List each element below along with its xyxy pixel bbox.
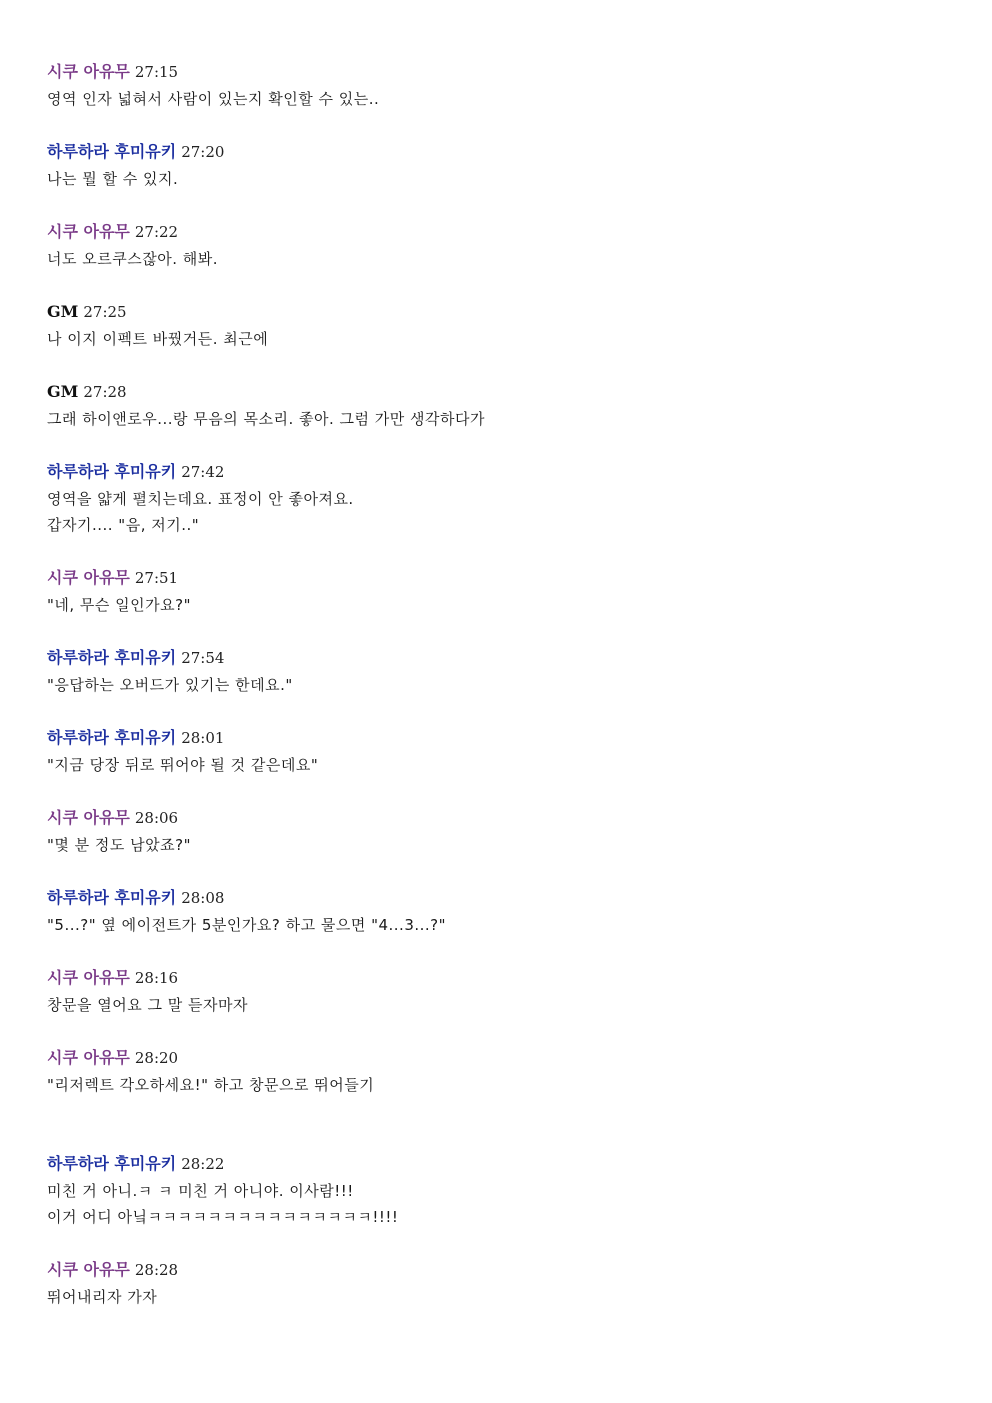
chat-message xyxy=(47,1150,947,1230)
chat-message xyxy=(47,218,947,272)
message-text: 미친 거 아니.ㅋ ㅋ 미친 거 아니야. 이사람!!! xyxy=(47,1182,354,1200)
message-header xyxy=(47,378,947,406)
timestamp: 28:22 xyxy=(181,1155,225,1173)
chat-message xyxy=(47,964,947,1018)
message-header xyxy=(47,298,947,326)
timestamp: 27:28 xyxy=(83,383,127,401)
timestamp: 28:06 xyxy=(134,809,179,827)
message-text: "몇 분 정도 남았죠?" xyxy=(47,836,191,854)
chat-message xyxy=(47,644,947,698)
message-header xyxy=(47,564,947,592)
speaker-name: 시쿠 아유무 xyxy=(47,968,130,987)
message-header xyxy=(47,964,947,992)
message-text: "네, 무슨 일인가요?" xyxy=(47,596,191,614)
message-text: 뛰어내리자 가자 xyxy=(47,1288,158,1306)
message-header xyxy=(47,218,947,246)
chat-message xyxy=(47,378,947,432)
chat-message xyxy=(47,298,947,352)
chat-message xyxy=(47,1044,947,1098)
message-header xyxy=(47,884,947,912)
message-header xyxy=(47,1256,947,1284)
message-text: 나 이지 이펙트 바꿨거든. 최근에 xyxy=(47,330,269,348)
message-text: "5...?" 옆 에이전트가 5분인가요? 하고 물으면 "4...3...?" xyxy=(47,916,447,934)
timestamp: 27:22 xyxy=(134,223,179,241)
chat-message xyxy=(47,138,947,192)
timestamp: 28:16 xyxy=(134,969,179,987)
message-header xyxy=(47,644,947,672)
timestamp: 28:28 xyxy=(134,1261,179,1279)
message-header xyxy=(47,138,947,166)
speaker-name: 하루하라 후미유키 xyxy=(47,648,177,667)
chat-message xyxy=(47,58,947,112)
chat-message xyxy=(47,724,947,778)
speaker-name: 시쿠 아유무 xyxy=(47,222,130,241)
speaker-name: 하루하라 후미유키 xyxy=(47,462,177,481)
message-header xyxy=(47,1044,947,1072)
speaker-name: 하루하라 후미유키 xyxy=(47,1154,177,1173)
message-header xyxy=(47,804,947,832)
message-header xyxy=(47,58,947,86)
message-text: "리저렉트 각오하세요!" 하고 창문으로 뛰어들기 xyxy=(47,1076,375,1094)
message-text: 영역을 얇게 펼치는데요. 표정이 안 좋아져요. xyxy=(47,490,354,508)
message-text: "지금 당장 뒤로 뛰어야 될 것 같은데요" xyxy=(47,756,319,774)
message-text: "응답하는 오버드가 있기는 한데요." xyxy=(47,676,293,694)
speaker-name: 하루하라 후미유키 xyxy=(47,142,177,161)
speaker-name: GM xyxy=(47,382,79,401)
message-text: 너도 오르쿠스잖아. 해봐. xyxy=(47,250,218,268)
chat-message xyxy=(47,804,947,858)
timestamp: 28:08 xyxy=(181,889,225,907)
chat-message xyxy=(47,564,947,618)
timestamp: 27:42 xyxy=(181,463,225,481)
message-text: 영역 인자 넓혀서 사람이 있는지 확인할 수 있는.. xyxy=(47,90,380,108)
timestamp: 27:20 xyxy=(181,143,225,161)
timestamp: 27:51 xyxy=(134,569,179,587)
timestamp: 27:15 xyxy=(134,63,179,81)
message-text: 나는 뭘 할 수 있지. xyxy=(47,170,179,188)
chat-message xyxy=(47,884,947,938)
message-text: 창문을 열어요 그 말 듣자마자 xyxy=(47,996,248,1014)
speaker-name: 시쿠 아유무 xyxy=(47,1048,130,1067)
speaker-name: 시쿠 아유무 xyxy=(47,808,130,827)
message-text: 그래 하이앤로우...랑 무음의 목소리. 좋아. 그럼 가만 생각하다가 xyxy=(47,410,485,428)
timestamp: 27:54 xyxy=(181,649,225,667)
speaker-name: GM xyxy=(47,302,79,321)
timestamp: 28:01 xyxy=(181,729,225,747)
chat-log xyxy=(47,58,947,1336)
timestamp: 28:20 xyxy=(134,1049,179,1067)
speaker-name: 시쿠 아유무 xyxy=(47,62,130,81)
chat-message xyxy=(47,458,947,538)
message-text: 이거 어디 아닠ㅋㅋㅋㅋㅋㅋㅋㅋㅋㅋㅋㅋㅋㅋㅋ!!!! xyxy=(47,1208,399,1226)
message-header xyxy=(47,724,947,752)
message-text: 갑자기.... "음, 저기.." xyxy=(47,516,200,534)
timestamp: 27:25 xyxy=(83,303,127,321)
speaker-name: 시쿠 아유무 xyxy=(47,1260,130,1279)
speaker-name: 시쿠 아유무 xyxy=(47,568,130,587)
message-header xyxy=(47,1150,947,1178)
message-header xyxy=(47,458,947,486)
chat-message xyxy=(47,1256,947,1310)
speaker-name: 하루하라 후미유키 xyxy=(47,728,177,747)
speaker-name: 하루하라 후미유키 xyxy=(47,888,177,907)
